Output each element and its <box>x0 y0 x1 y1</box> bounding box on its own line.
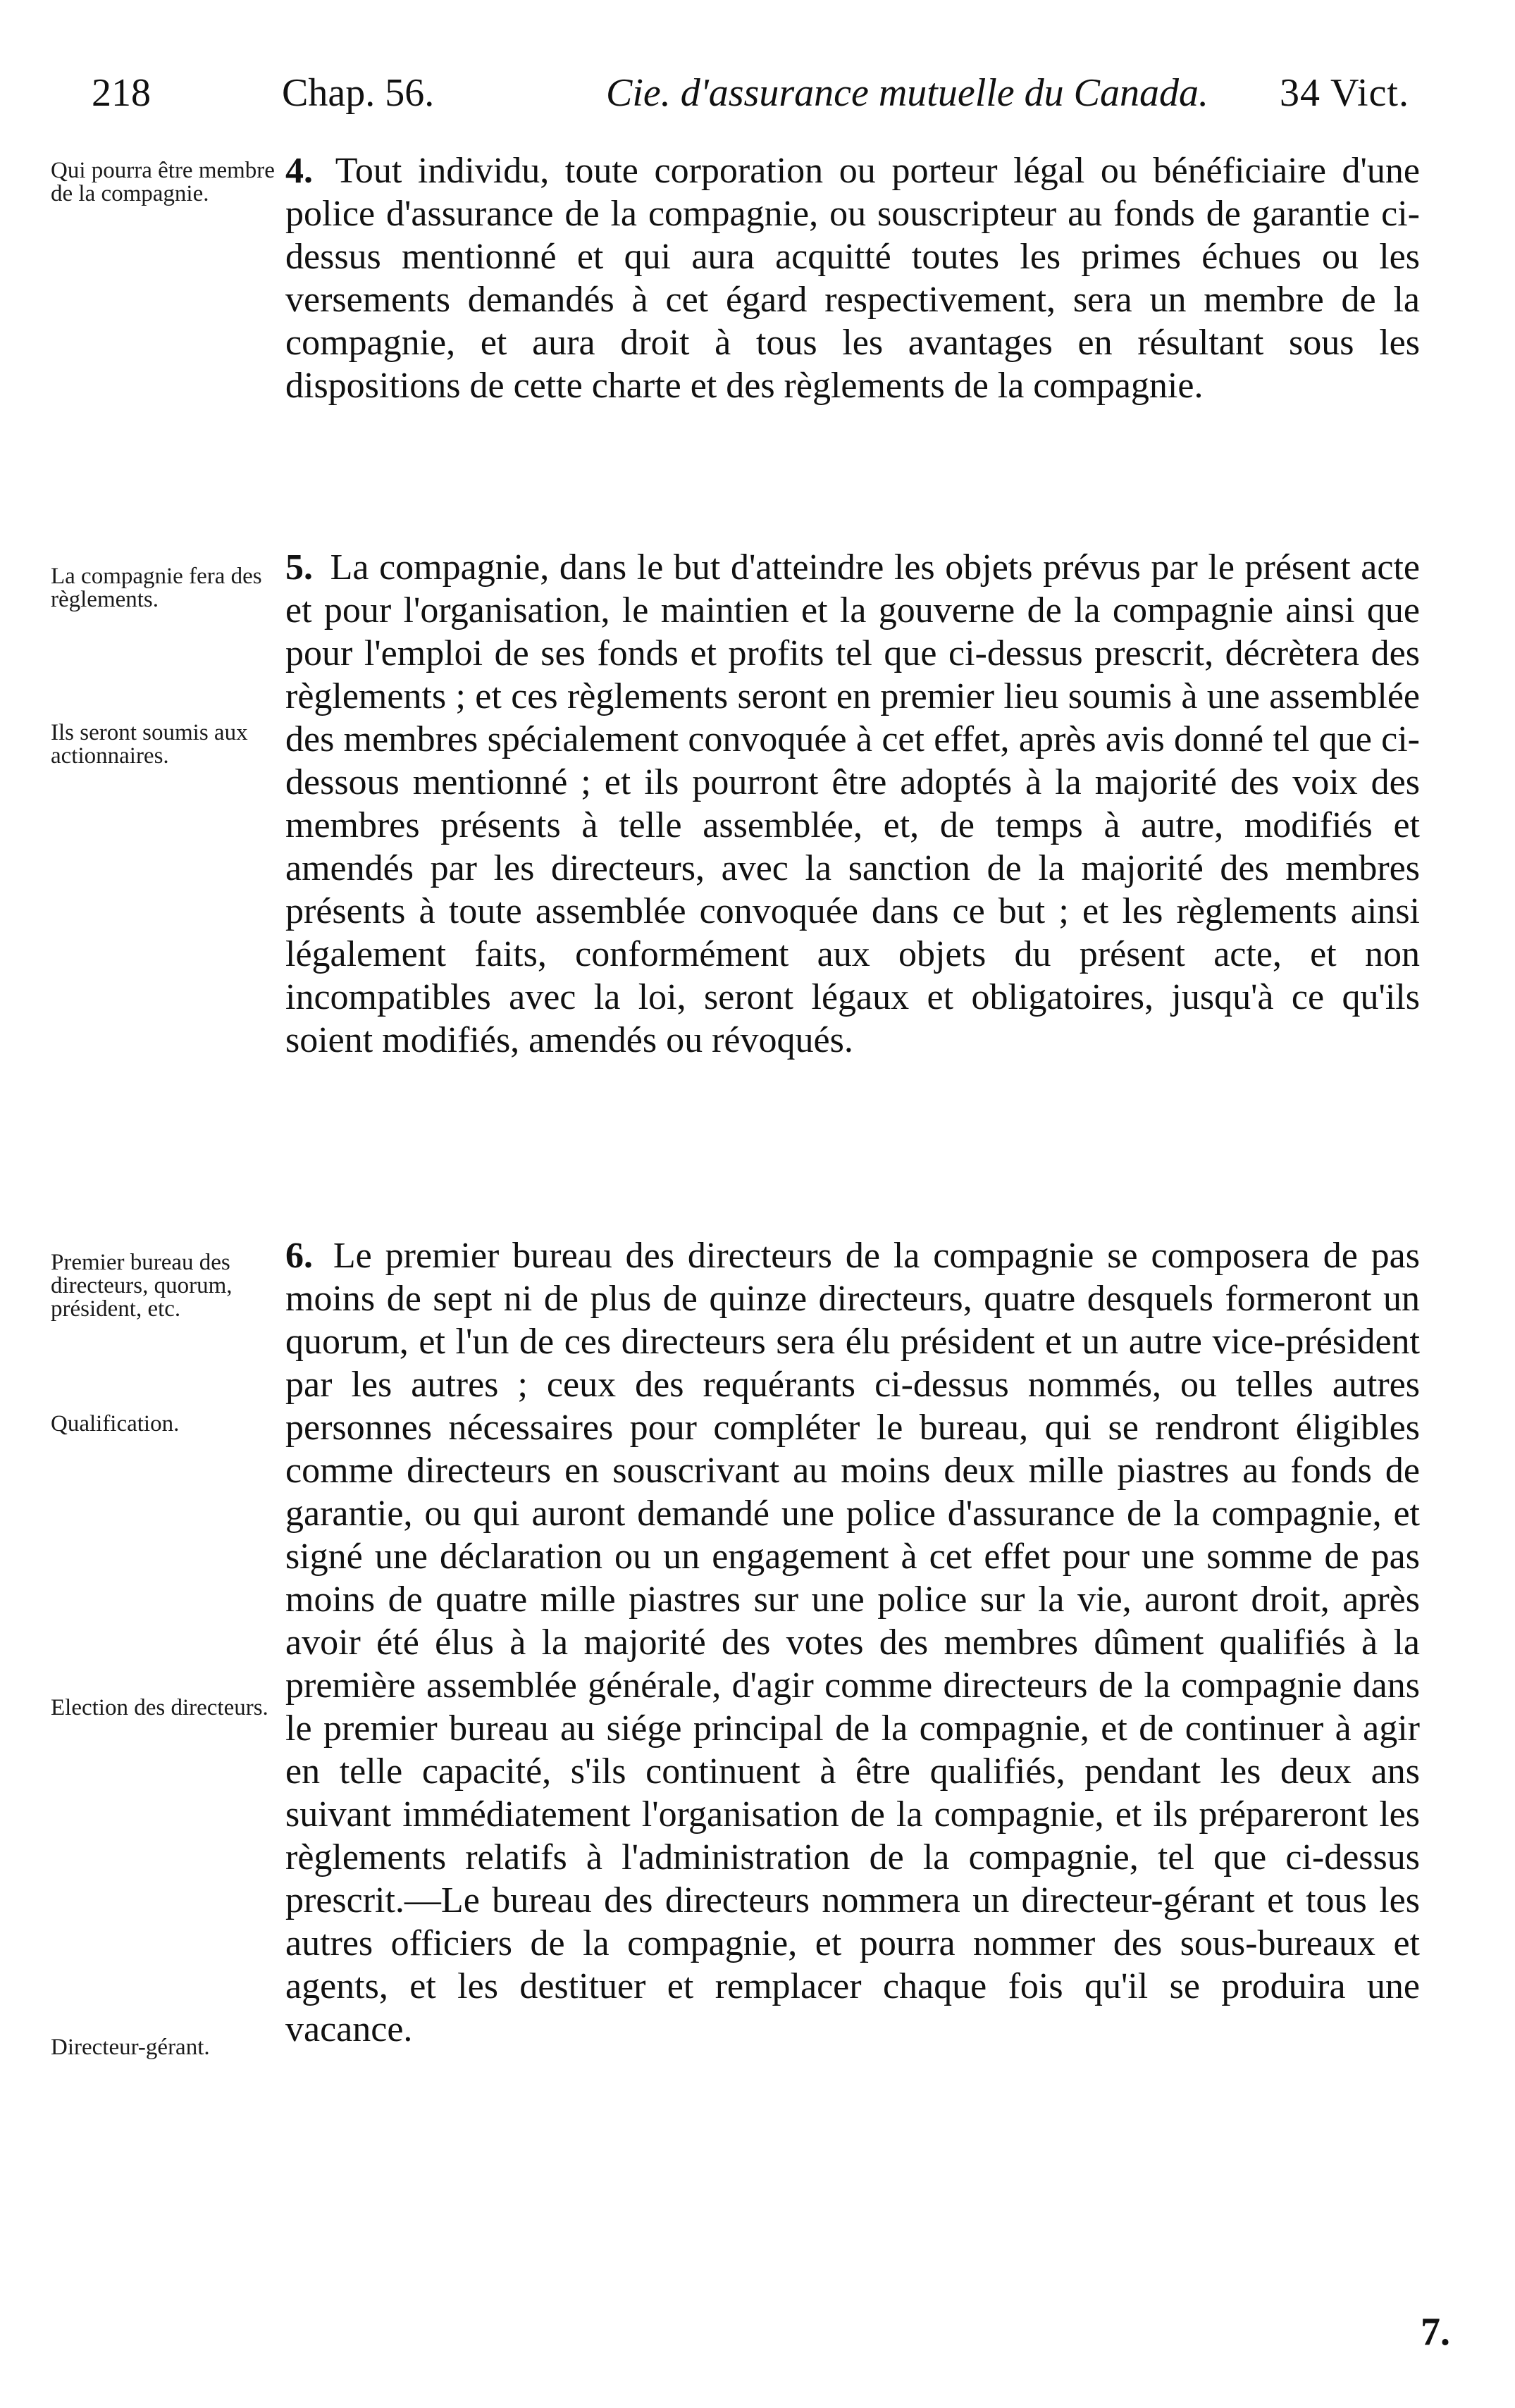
catchword: 7. <box>1421 2310 1450 2354</box>
margin-note-membership: Qui pourra être membre de la compagnie. <box>51 158 275 206</box>
section-number: 4. <box>285 151 313 191</box>
regnal-year: 34 Vict. <box>1279 71 1409 115</box>
section-paragraph <box>285 546 1420 1062</box>
chapter-label: Chap. 56. <box>282 71 435 115</box>
section-text: La compagnie, dans le but d'atteindre les objets prévus par le présent acte et pour l'organisation, le maintien et la gouverne de la compagnie ainsi que pour l'emploi de ses fonds et profits tel que ci-dessus prescrit, décrètera des règlements ; et ces règlements seront en premier lieu soumis à une assemblée des membres spécialement convoquée à cet effet, après avis donné tel que ci-dessous mentionné ; et ils pourront être adoptés à la majorité des voix des membres présents à telle assemblée, et, de temps à autre, modifiés et amendés par les directeurs, avec la sanction de la majorité des membres présents à toute assemblée convoquée dans ce but ; et les règlements ainsi légalement faits, conformément aux objets du présent acte, et non incompatibles avec la loi, seront légaux et obligatoires, jusqu'à ce qu'ils soient modifiés, amendés ou révoqués. <box>285 547 1420 1060</box>
page-number: 218 <box>92 71 151 115</box>
section-5 <box>285 546 1420 1062</box>
section-paragraph <box>285 1234 1420 2051</box>
margin-note-first-board: Premier bureau des directeurs, quorum, président, etc. <box>51 1250 233 1322</box>
section-text: Le premier bureau des directeurs de la compagnie se composera de pas moins de sept ni de plus de quinze directeurs, quatre desquels formeront un quorum, et l'un de ces directeurs sera élu président et un autre vice-président par les autres ; ceux des requérants ci-dessus nommés, ou telles autres personnes nécessaires pour compléter le bureau, qui se rendront éligibles comme directeurs en souscrivant au moins deux mille piastres au fonds de garantie, ou qui auront demandé une police d'assurance de la compagnie, et signé une déclaration ou un engagement à cet effet pour une somme de pas moins de quatre mille piastres sur une police sur la vie, auront droit, après avoir été élus à la majorité des votes des membres dûment qualifiés à la première assemblée générale, d'agir comme directeurs de la compagnie dans le premier bureau au siége principal de la compagnie, et de continuer à agir en telle capacité, s'ils continuent à être qualifiés, pendant les deux ans suivant immédiatement l'organisation de la compagnie, et ils prépareront les règlements relatifs à l'administration de la compagnie, tel que ci-dessus prescrit.—Le bureau des directeurs nommera un directeur-gérant et tous les autres officiers de la compagnie, et pourra nommer des sous-bureaux et agents, et les destituer et remplacer chaque fois qu'il se produira une vacance. <box>285 1236 1420 2049</box>
margin-note-managing-director: Directeur-gérant. <box>51 2035 210 2060</box>
section-paragraph <box>285 149 1420 407</box>
section-4 <box>285 149 1420 407</box>
margin-note-bylaws: La compagnie fera des règlements. <box>51 564 262 612</box>
section-number: 5. <box>285 547 313 588</box>
running-head <box>92 65 1423 121</box>
margin-note-submitted: Ils seront soumis aux actionnaires. <box>51 720 248 769</box>
margin-note-qualification: Qualification. <box>51 1411 180 1436</box>
section-6 <box>285 1234 1420 2051</box>
act-title: Cie. d'assurance mutuelle du Canada. <box>606 71 1209 115</box>
section-number: 6. <box>285 1236 313 1276</box>
section-text: Tout individu, toute corporation ou porteur légal ou bénéficiaire d'une police d'assurance de la compagnie, ou souscripteur au fonds de garantie ci-dessus mentionné et qui aura acquitté toutes les primes échues ou les versements demandés à cet égard respectivement, sera un membre de la compagnie, et aura droit à tous les avantages en résultant sous les dispositions de cette charte et des règlements de la compagnie. <box>285 151 1421 406</box>
margin-note-election: Election des directeurs. <box>51 1695 268 1720</box>
